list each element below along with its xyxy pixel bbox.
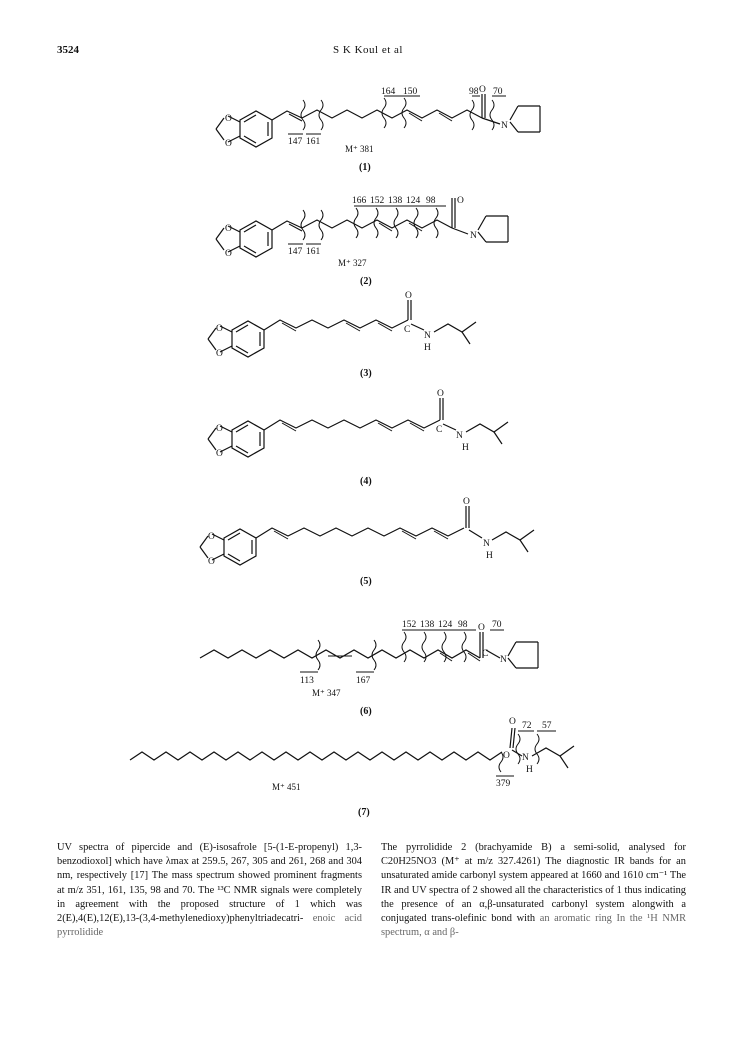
struct7-atom-ester-o: O [503,751,510,761]
struct1-atom-o-top: O [225,114,232,124]
struct1-atom-carbonyl-o: O [479,85,486,95]
struct7-atom-h: H [526,765,533,775]
struct5-atom-carbonyl-o: O [463,497,470,507]
struct6-frag-138: 138 [420,620,435,630]
struct1-frag-150: 150 [403,87,418,97]
left-column-cutoff-line: enoic acid pyrrolidide [57,913,362,939]
struct5-atom-n: N [483,539,490,549]
page-number: 3524 [57,44,79,56]
struct6-atom-carbonyl-o: O [478,623,485,633]
struct6-frag-167: 167 [356,676,371,686]
struct2-frag-147: 147 [288,247,303,257]
struct1-atom-o-bottom: O [225,139,232,149]
right-column-cutoff-line: an aromatic ring In the ¹H NMR spectrum, α and β- [381,913,686,939]
struct2-frag-138: 138 [388,196,403,206]
struct4-number: (4) [360,476,372,487]
struct1-number: (1) [359,162,371,173]
structure-4 [208,389,508,487]
struct5-atom-o-bottom: O [208,557,215,567]
struct4-atom-o-bottom: O [216,449,223,459]
struct6-frag-70: 70 [492,620,502,630]
body-text-left-column [57,841,362,940]
struct4-atom-c: C [436,425,443,435]
struct1-atom-n: N [501,121,508,131]
struct3-atom-c: C [404,325,411,335]
struct3-atom-o-bottom: O [216,349,223,359]
struct2-atom-n: N [470,231,477,241]
structure-3 [208,291,476,379]
body-text-right-column [381,841,686,940]
struct2-atom-o-bottom: O [225,249,232,259]
struct1-molecular-ion: M⁺ 381 [345,144,374,154]
struct4-atom-h: H [462,443,469,453]
struct3-atom-n: N [424,331,431,341]
struct3-number: (3) [360,368,372,379]
structure-7 [130,717,574,818]
struct3-atom-h: H [424,343,431,353]
running-header-authors: S K Koul et al [333,44,403,56]
struct6-number: (6) [360,706,372,717]
struct1-frag-147: 147 [288,137,303,147]
struct1-frag-161: 161 [306,137,321,147]
left-column-paragraph: UV spectra of pipercide and (E)-isosafrole [5-(1-E-propenyl) 1,3-benzodioxol] which have λmax at 259.5, 267, 305 and 261, 268 and 304 nm, respectively [17] The mass spectrum showed prominent fragments at m/z 351, 161, 135, 98 and 70. The ¹³C NMR signals were completely in agreement with the proposed structure of 1 which was 2(E),4(E),12(E),13-(3,4-methylenedioxy)phenyltriadecatri- [57,842,362,925]
struct7-atom-n: N [522,753,529,763]
struct2-frag-166: 166 [352,196,367,206]
struct2-atom-carbonyl-o: O [457,196,464,206]
struct6-frag-124: 124 [438,620,453,630]
struct2-frag-124: 124 [406,196,421,206]
struct5-atom-o-top: O [208,532,215,542]
struct6-atom-n: N [500,655,507,665]
struct2-number: (2) [360,276,372,287]
struct6-frag-98: 98 [458,620,468,630]
struct1-frag-164: 164 [381,87,396,97]
structure-1 [216,85,540,173]
struct7-frag-57: 57 [542,721,552,731]
struct3-atom-o-top: O [216,324,223,334]
struct2-frag-98: 98 [426,196,436,206]
struct7-frag-72: 72 [522,721,532,731]
struct6-molecular-ion: M⁺ 347 [312,688,341,698]
struct7-atom-carbonyl-o: O [509,717,516,727]
struct5-number: (5) [360,576,372,587]
struct4-atom-n: N [456,431,463,441]
structure-2 [216,196,508,287]
struct2-frag-152: 152 [370,196,385,206]
struct2-molecular-ion: M⁺ 327 [338,258,367,268]
struct6-frag-113: 113 [300,676,314,686]
struct4-atom-o-top: O [216,424,223,434]
struct6-frag-152: 152 [402,620,417,630]
struct6-atom-c: C [482,649,489,659]
struct3-atom-carbonyl-o: O [405,291,412,301]
struct2-atom-o-top: O [225,224,232,234]
struct5-atom-h: H [486,551,493,561]
struct1-frag-98: 98 [469,87,479,97]
struct7-frag-379: 379 [496,779,511,789]
structure-5 [200,497,534,587]
struct7-molecular-ion: M⁺ 451 [272,782,301,792]
structure-6 [200,620,538,717]
struct4-atom-carbonyl-o: O [437,389,444,399]
struct7-number: (7) [358,807,370,818]
struct2-frag-161: 161 [306,247,321,257]
struct1-frag-70: 70 [493,87,503,97]
right-column-paragraph: The pyrrolidide 2 (brachyamide B) a semi-solid, analysed for C20H25NO3 (M⁺ at m/z 327.4261) The diagnostic IR bands for an unsaturated amide carbonyl system appeared at 1660 and 1610 cm⁻¹ The IR and UV spectra of 2 showed all the characteristics of 1 thus indicating the presence of an α,β-unsaturated carbonyl system alongwith a conjugated trans-olefinic bond with [381,842,686,925]
